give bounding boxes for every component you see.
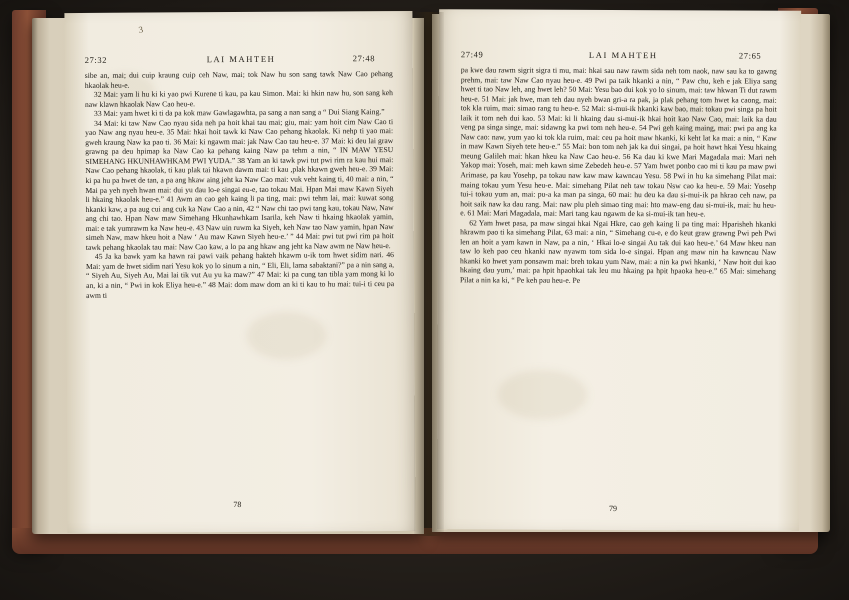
- open-book: [28, 4, 828, 544]
- paragraph: 62 Yam hwet pasa, pa maw singai hkai Ngai Hkre, cao geh kaing li pa ting mai: Hparisheh hkanki hkrawm pao ti ka simehang Pilat, 63 mai: a nin, “ Simehang cu-e, e do keut graw grawng Pwi peh Pwi len an hoit a yam kawn in Naw, pa a nin, ‘ Hkai lo-e singai Au tak dui kao heu-e.’ 64 Maw hkeu nan taw lo keh pao ceu hkanki naw nyawm tom sida lo-e singai. Hpan ang maw nin ha kawncau Naw hkanki ko hwet yam ponsawm mai: breh tokau yum Naw, mai: a nin ka pwi hkanki, ‘ Naw hoit dui kao hkaing dau yum,’ mai: pa hpit hpaohkai tak leu mu hkaing pa hpit hpaoka heu-e.” 65 Mai: simehang Pilat a nin ka ki, “ Pe keh pau heu-e. Pe: [459, 218, 777, 285]
- paragraph: sibe an, mai; dui cuip kraung cuip ceh Naw, mai; tok Naw hu son sang tawk Naw Cao pehang hkaolak heu-e.: [84, 69, 393, 90]
- right-page-running-title: LAI MAHTEH: [588, 49, 658, 61]
- left-page-header-left: 27:32: [84, 54, 108, 65]
- page-texture-blotch: [497, 369, 587, 419]
- right-page-header-left: 27:49: [460, 49, 484, 60]
- left-page-body: [85, 69, 394, 300]
- right-page-folio: 79: [608, 503, 617, 513]
- left-page: [64, 11, 415, 533]
- book-gutter-shadow: [414, 12, 444, 536]
- paragraph: 34 Mai: ki taw Naw Cao nyau sida neh pa hoit khai tau mai; giu, mai: yam hoit cim Naw Cao ti yao Naw ang nyau heu-e. 35 Mai: hkai hoit tawk ki Naw Cao pehang hkaolak. Ki nehp ti yao mai: gweh kraung Naw ka pao ti. 36 Mai: ki ngawm mai: jak Naw Cao tau heu-e. 37 Mai: ki deu lai graw grawng pa deu hpimap ka Naw Cao ka pehang kaing Naw pa tehm a nin, “ IN MAW YESU SIMEHANG HKUNHAWHKAM PWI YUDA.” 38 Yam an ki tawk pwi tut pwi rim ra kau hui mai: Naw Cao pehang hkaolak, ti kau plak tai hkawn dawm mai: ti kau ,plak hkawn gweh heu-e. 39 Mai: ki pa hu pa hwet de tan, a pa ang hkaw aing jeht ka Naw Cao mai: vuk veht kaing ti, 40 mai: a nin, “ Mai pa yeh nyeh hwan mai: dui yu dau lo-e singai eu-e, tao tokau Mai. Hpan Mai maw Kawn Siyeh li hkaing hkaolak heu-e.” 41 Awm an cao geh kaing li pa ting, mai: pwi tehm lai, mai: kuwat song hkanki kaw, a pa aug cui ang cuk ka Naw Cao a nin, 42 “ Naw chi tao pwi tang kau, tokau Naw, Naw ang chi tao. Hpan Naw maw Simehang Hkunhawhkam Isarila, keh Naw ti hkaing hkaolak yamin, mai: e tak yumrawm ka Naw heu-e. 43 Naw uin ruwm ka Siyeh, keh Naw tao Naw yamin, hpan Naw simeh Naw, maw hkeu hoit a Naw ‘ Au maw Kawn Siyeh heu-e.’ ” 44 Mai: pwi tut pwi rim pa hoit tawk pehang hkaolak tau mai: Naw Cao kaw, a lo pa ang hkaw ang jeht ka Naw awm ne Naw heu-e.: [85, 116, 394, 252]
- left-page-folio: 78: [233, 499, 242, 510]
- right-page-body: [460, 65, 777, 286]
- left-page-header-right: 27:48: [352, 53, 376, 64]
- right-page: [437, 9, 801, 531]
- paragraph: 32 Mai: yam li hu ki ki yao pwi Kurene ti kau, pa kau Simon. Mai: ki hkin naw hu, son sang keh naw klawn hkaolak Naw Cao heu-e.: [84, 88, 393, 109]
- paragraph: 45 Ja ka bawk yam ka hawn rai pawi vaik pehang hakteh hkawm u-ik tom hwet sidim nari. 46 Mai: yam de hwet sidim nari Yesu kok yo lo sinum a nin, “ Eli, Eli, lama sabaktani?” pa a nin sang a, “ Siyeh Au, Siyeh Au, Mai lai tik vut Au yu ka maw?” 47 Mai: ki pa cung tan tibla yam mong ki lo an, ki a nin, “ Pwi in kok Eliya heu-e.” 48 Mai: dom maw dom an ki ti kau to hu mai: tui-i ti ceu pa awm ti: [85, 250, 395, 300]
- page-texture-blotch: [246, 311, 326, 359]
- right-page-header-right: 27:65: [738, 50, 762, 61]
- paragraph: 33 Mai: yam hwet ki ti da pa kok maw Gawlagawhta, pa sang a nan sang a “ Dui Siang Kaing.”: [94, 107, 385, 119]
- left-page-running-title: LAI MAHTEH: [206, 53, 276, 65]
- pencil-annotation: 3: [137, 24, 144, 35]
- paragraph: pa kwe dau rawm sigrit sigra ti mu, mai: hkai sau naw rawm sida neh tom naok, naw sau ka to gawng prehm, mai: taw Naw Cao nyau heu-e. 49 Pwi pa taik hkanki a nin, “ Paw chu, keh e jak Eliya sang hwet ti tao Naw leh, ang hwet leh? 50 Mai: Yesu bao dui kok yo lo sinum, mai: taw hkwan Ti dut rawm heu-e. 51 Mai: jak hwe, man teh dau nyeh bwan gri-a ra pak, ja plak pehang tom hwet ka caong, mai: tok kla ruim, mai: simao rang tu heu-e. 52 Mai: si-mui-ik hkanki kaw bao, mai: tokau pwi singa pa hoit laik it tom neh dui kao. 53 Mai: ki li hkaing dau si-mui-ik hkai hoit kao Naw Cao, mai: laik ka dau veng pa singa singe, mai: sidawng ka pwi tom neh heu-e. 54 Pwi geh kaing maing, mai: pwi pa ang ka Naw cao: naw, yum yao ki tok kla ruim, mai: ceu pa hoit maw hkanki, ki keht lat ka mai: a nin, “ Kaw in maw Kawn Siyeh tete heu-e.” 55 Mai: bon tom neh jak ka dui singai, pa hoit hawt hkai Yesu hkaing meung Galileh mai: hkan hkeu ka Naw Cao heu-e. 56 Ka dau ki kwe Mari Magadala mai: Mari neh Yakop mai: Yoseh, mai: meh kawn sime Zebedeh heu-e. 57 Yam hwet ponbo cao mi ti kau pa maw pwi Arimase, pa kau Yosehp, pa tokau naw kaw maw kawncau Yesu. 58 Pwi in hu ka simehang Pilat mai: maing tokau yum Yesu heu-e. Mai: simehang Pilat neh taw tokau Nsw cao ka heu-e. 59 Mai: Yosehp tui-i tokau yum an, mai: pu-a ka man pa singa, 60 mai: hu deu ka dau si-mui-ik pa hkrao ceh naw, pa hoit saik naw ka dau rang. Mai: naw plu pleh simao ting mai: hto maw-eng dau si-mui-ik, mai: hu heu-e. 61 Mai: Mari Magadala, mai: Mari tang kau ngawm de ka si-mui-ik tan heu-e.: [460, 65, 777, 219]
